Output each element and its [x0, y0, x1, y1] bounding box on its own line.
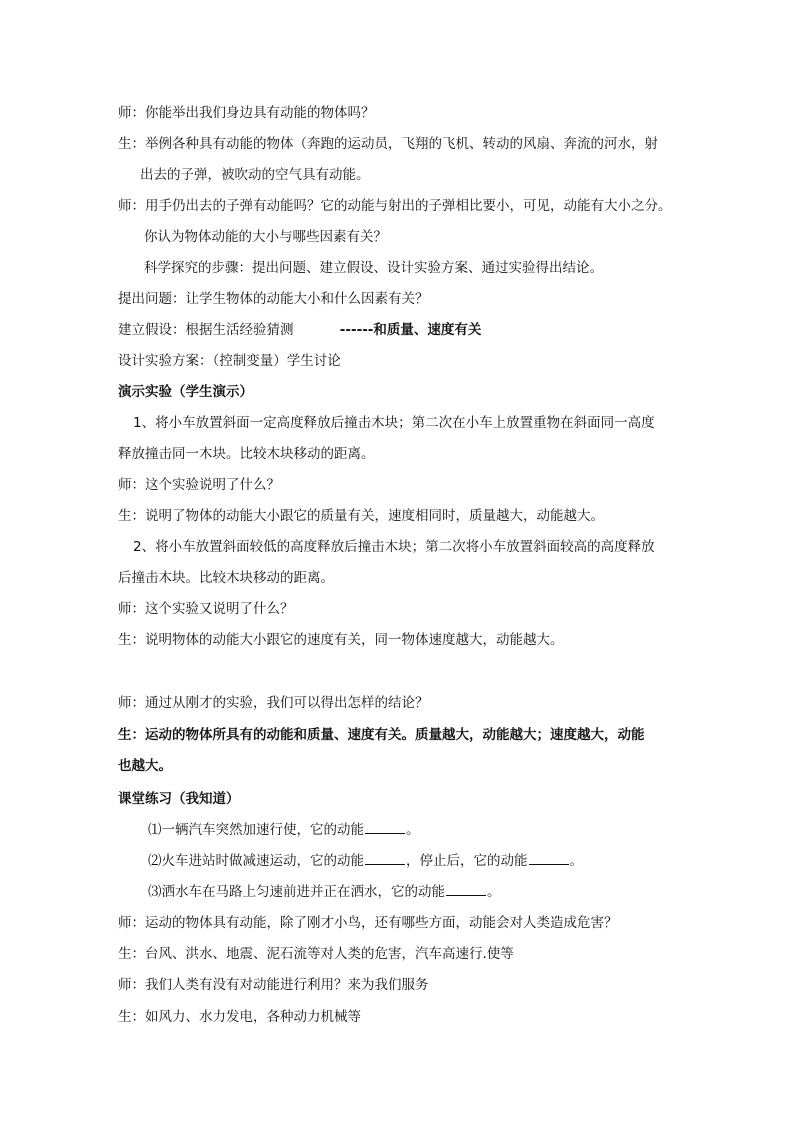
text-line: 你认为物体动能的大小与哪些因素有关？ — [144, 229, 387, 245]
text-line: 师：这个实验说明了什么？ — [118, 477, 280, 493]
exercise-item — [148, 821, 718, 839]
text-line: 生：说明物体的动能大小跟它的速度有关，同一物体速度越大，动能越大。 — [118, 632, 564, 648]
text-line: 出去的子弹，被吹动的空气具有动能。 — [140, 167, 370, 183]
text-line: 2、将小车放置斜面较低的高度释放后撞击木块；第二次将小车放置斜面较高的高度释放 — [133, 539, 655, 555]
exercise-text: 。 — [569, 853, 583, 869]
text-line: 设计实验方案：（控制变量）学生讨论 — [118, 353, 341, 369]
hypothesis-label: 建立假设：根据生活经验猜测 — [118, 322, 294, 338]
text-line: 师：你能举出我们身边具有动能的物体吗？ — [118, 105, 375, 121]
text-line: 生：说明了物体的动能大小跟它的质量有关，速度相同时，质量越大，动能越大。 — [118, 508, 604, 524]
exercise-text: ⑴一辆汽车突然加速行使，它的动能 — [148, 822, 364, 838]
section-heading: 课堂练习（我知道） — [118, 791, 240, 807]
conclusion-line: 也越大。 — [118, 758, 172, 774]
exercise-text: ，停止后，它的动能 — [406, 853, 528, 869]
answer-blank — [446, 883, 486, 896]
section-heading: 演示实验（学生演示） — [118, 384, 253, 400]
hypothesis-line — [118, 321, 688, 339]
text-line: 提出问题：让学生物体的动能大小和什么因素有关？ — [118, 291, 429, 307]
answer-blank — [365, 821, 405, 834]
exercise-item — [148, 852, 718, 870]
text-line: 师：通过从刚才的实验，我们可以得出怎样的结论？ — [118, 695, 429, 711]
exercise-text: 。 — [406, 822, 420, 838]
text-line: 师：运动的物体具有动能，除了刚才小鸟，还有哪些方面，动能会对人类造成危害？ — [118, 915, 618, 931]
text-line: 师：这个实验又说明了什么？ — [118, 601, 294, 617]
text-line: 后撞击木块。比较木块移动的距离。 — [118, 570, 334, 586]
exercise-text: 。 — [487, 884, 501, 900]
text-line: 师：我们人类有没有对动能进行利用？来为我们服务 — [118, 977, 429, 993]
text-line: 生：举例各种具有动能的物体（奔跑的运动员，飞翔的飞机、转动的风扇、奔流的河水，射 — [118, 136, 658, 152]
text-line: 1、将小车放置斜面一定高度释放后撞击木块；第二次在小车上放置重物在斜面同一高度 — [133, 415, 655, 431]
text-line: 科学探究的步骤：提出问题、建立假设、设计实验方案、通过实验得出结论。 — [144, 260, 603, 276]
text-line: 师：用手仍出去的子弹有动能吗？它的动能与射出的子弹相比要小，可见，动能有大小之分。 — [118, 198, 672, 214]
answer-blank — [365, 852, 405, 865]
exercise-text: ⑶洒水车在马路上匀速前进并正在洒水，它的动能 — [148, 884, 445, 900]
conclusion-line: 生：运动的物体所具有的动能和质量、速度有关。质量越大，动能越大；速度越大，动能 — [118, 727, 645, 743]
answer-blank — [529, 852, 569, 865]
text-line: 生：台风、洪水、地震、泥石流等对人类的危害，汽车高速行.使等 — [118, 946, 514, 962]
text-line: 释放撞击同一木块。比较木块移动的距离。 — [118, 446, 375, 462]
exercise-item — [148, 883, 718, 901]
text-line: 生：如风力、水力发电，各种动力机械等 — [118, 1009, 361, 1025]
hypothesis-answer: ------和质量、速度有关 — [339, 322, 482, 338]
exercise-text: ⑵火车进站时做减速运动，它的动能 — [148, 853, 364, 869]
